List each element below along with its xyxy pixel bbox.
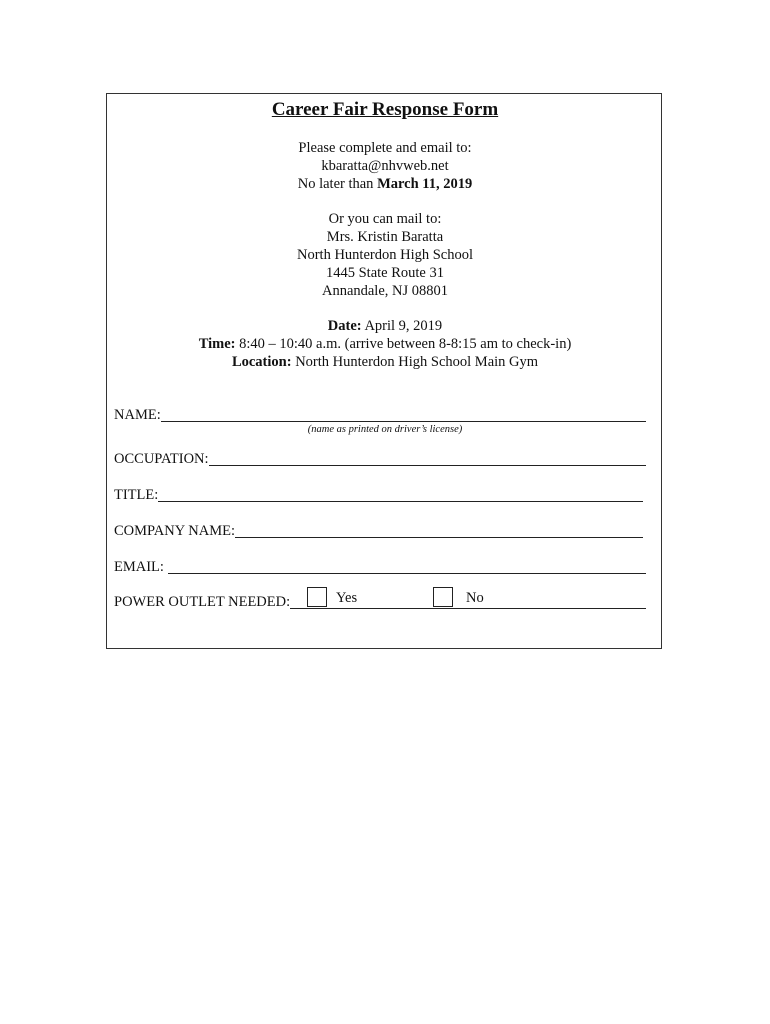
location-value: North Hunterdon High School Main Gym xyxy=(291,354,539,370)
occupation-input-line[interactable] xyxy=(209,451,646,466)
power-outlet-label: POWER OUTLET NEEDED: xyxy=(114,594,291,610)
contact-email: kbaratta@nhvweb.net xyxy=(321,158,449,174)
occupation-label: OCCUPATION: xyxy=(114,451,209,467)
title-label: TITLE: xyxy=(114,487,159,503)
email-input-line[interactable] xyxy=(168,559,646,574)
form-title: Career Fair Response Form xyxy=(271,99,499,120)
email-field[interactable] xyxy=(114,556,646,576)
company-input-line[interactable] xyxy=(235,523,643,538)
name-note: (name as printed on driver’s license) xyxy=(307,424,463,435)
location-label: Location: xyxy=(231,354,292,370)
event-date xyxy=(107,317,663,335)
time-value: 8:40 – 10:40 a.m. (arrive between 8-8:15 am to check-in) xyxy=(235,336,572,352)
event-location xyxy=(107,353,663,371)
title-field[interactable] xyxy=(114,484,643,504)
mail-recipient: Mrs. Kristin Baratta xyxy=(326,229,444,245)
mail-intro: Or you can mail to: xyxy=(328,211,442,227)
event-time xyxy=(107,335,663,353)
title-input-line[interactable] xyxy=(158,487,643,502)
occupation-field[interactable] xyxy=(114,448,646,468)
mail-city: Annandale, NJ 08801 xyxy=(321,283,449,299)
yes-label: Yes xyxy=(336,590,358,606)
date-value: April 9, 2019 xyxy=(361,318,443,334)
date-label: Date: xyxy=(327,318,362,334)
mail-street: 1445 State Route 31 xyxy=(325,265,444,281)
deadline-date: March 11, 2019 xyxy=(377,176,473,192)
yes-checkbox[interactable] xyxy=(307,587,327,607)
no-label: No xyxy=(466,590,484,606)
company-label: COMPANY NAME: xyxy=(114,523,235,539)
name-field[interactable] xyxy=(114,404,646,424)
company-field[interactable] xyxy=(114,520,643,540)
response-form xyxy=(106,93,662,649)
power-outlet-field xyxy=(114,591,646,611)
no-checkbox[interactable] xyxy=(433,587,453,607)
deadline-line xyxy=(107,175,663,193)
email-label: EMAIL: xyxy=(114,559,168,575)
mail-school: North Hunterdon High School xyxy=(297,247,473,263)
time-label: Time: xyxy=(198,336,236,352)
instructions-line: Please complete and email to: xyxy=(298,140,472,156)
name-input-line[interactable] xyxy=(161,407,646,422)
name-label: NAME: xyxy=(114,407,161,423)
deadline-prefix: No later than xyxy=(297,176,378,192)
